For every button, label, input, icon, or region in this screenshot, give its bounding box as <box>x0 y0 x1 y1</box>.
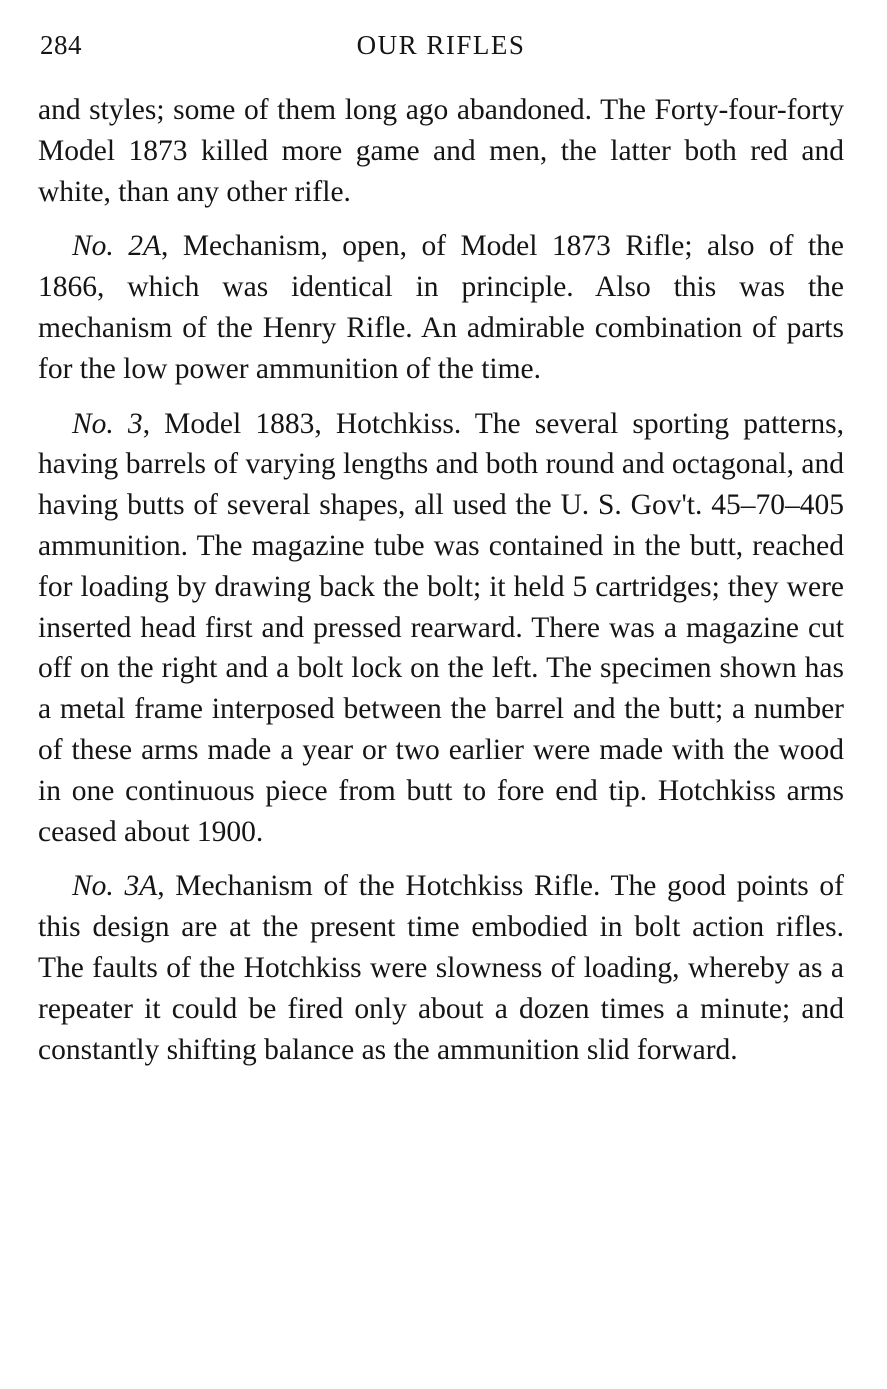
paragraph-text: , Mechanism of the Hotchkiss Rifle. The good points of this design are at the present time embodied in bolt action rifles. The faults of the Hotchkiss were slowness of loading, whereby as a repeater it could be fired only about a dozen times a minute; and constantly shifting balance as the ammunition slid forward. <box>38 870 844 1066</box>
figure-reference: No. 3A <box>72 870 158 903</box>
figure-reference: No. 2A <box>72 230 162 263</box>
paragraph-text: , Model 1883, Hotchkiss. The several sporting patterns, having barrels of varying lengths and both round and octagonal, and having butts of several shapes, all used the U. S. Gov't. 45–70–405 ammunition. The magazine tube was contained in the butt, reached for loading by drawing back the bolt; it held 5 cartridges; they were inserted head first and pressed rearward. There was a magazine cut off on the right and a bolt lock on the left. The specimen shown has a metal frame interposed between the barrel and the butt; a number of these arms made a year or two earlier were made with the wood in one continuous piece from butt to fore end tip. Hotchkiss arms ceased about 1900. <box>38 407 844 848</box>
page-number: 284 <box>40 30 82 60</box>
book-page <box>38 0 844 1070</box>
paragraph-no-3 <box>38 404 844 853</box>
paragraph-text: and styles; some of them long ago abandoned. The Forty-four-forty Model 1873 killed more game and men, the latter both red and white, than any other rifle. <box>38 94 844 208</box>
running-title: OUR RIFLES <box>356 30 526 60</box>
paragraph-continuation <box>38 90 844 212</box>
figure-reference: No. 3 <box>72 407 143 440</box>
paragraph-text: , Mechanism, open, of Model 1873 Rifle; also of the 1866, which was identical in principle. Also this was the mechanism of the Henry Rifle. An admirable combination of parts for the low power ammunition of the time. <box>38 230 844 385</box>
paragraph-no-3a <box>38 866 844 1070</box>
running-header <box>38 0 844 62</box>
paragraph-no-2a <box>38 226 844 389</box>
